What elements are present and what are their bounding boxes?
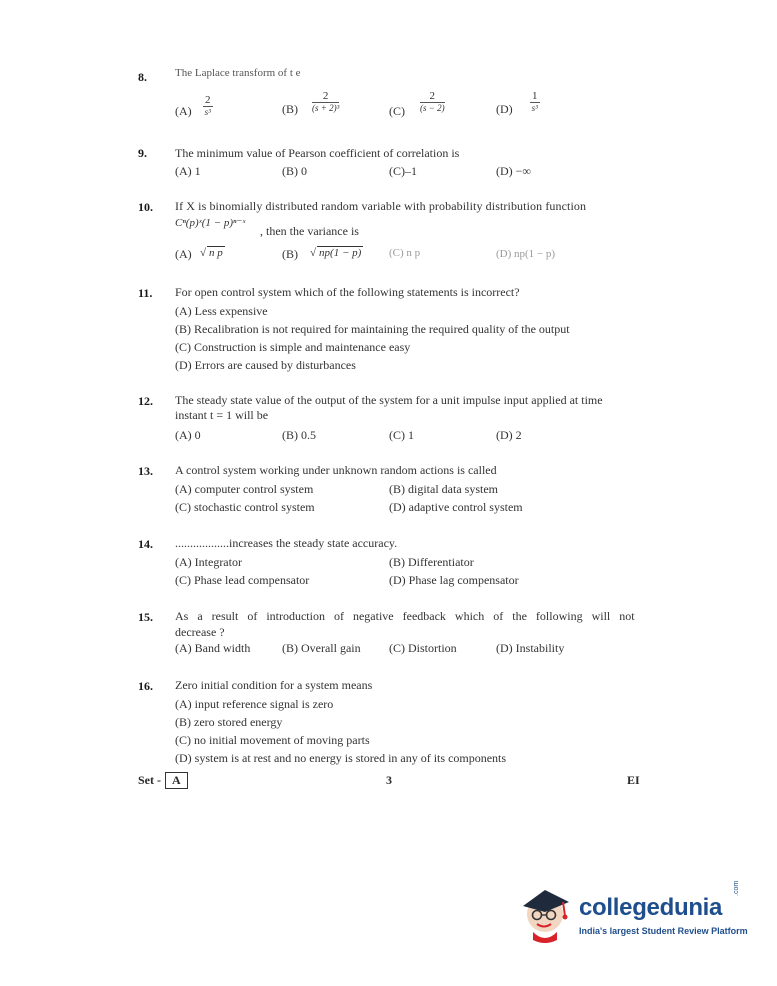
denominator: s³ [204, 107, 211, 117]
question-text: The steady state value of the output of the system for a unit impulse input applied at time [175, 393, 603, 407]
numerator: 1 [532, 90, 538, 102]
option-label: (B) [282, 247, 298, 261]
option-b: (B) 0 [282, 164, 307, 178]
option-d: (D) np(1 − p) [496, 248, 556, 260]
question-number: 15. [138, 610, 153, 624]
option-c: (C)–1 [389, 164, 417, 178]
option-label: (A) [175, 104, 192, 118]
option-c: (C) no initial movement of moving parts [175, 733, 370, 747]
question-text: ..................increases the steady state accuracy. [175, 536, 398, 550]
option-a: (A) 1 [175, 164, 201, 178]
question-number: 10. [138, 200, 153, 214]
option-a: (A) Band width [175, 641, 251, 655]
option-a: (A) 0 [175, 428, 201, 442]
option-d: (D) adaptive control system [389, 500, 523, 514]
option-a: (A) computer control system [175, 482, 314, 496]
question-text-continued: , then the variance is [260, 224, 359, 238]
option-label: (C) [389, 104, 405, 118]
option-c: (C) Distortion [389, 641, 457, 655]
question-text: The minimum value of Pearson coefficient of correlation is [175, 146, 460, 160]
numerator: 2 [312, 90, 339, 103]
question-number: 13. [138, 464, 153, 478]
question-number: 11. [138, 286, 153, 300]
option-d: (D) Instability [496, 641, 565, 655]
option-b-fraction [312, 90, 339, 113]
question-number: 16. [138, 679, 153, 693]
logo-tagline: India's largest Student Review Platform [579, 926, 748, 936]
page-number: 3 [386, 773, 392, 787]
question-number: 9. [138, 146, 147, 160]
option-c: (C) stochastic control system [175, 500, 315, 514]
question-text: For open control system which of the following statements is incorrect? [175, 285, 520, 299]
option-a: (A) Integrator [175, 555, 242, 569]
logo-wordmark [579, 894, 722, 922]
question-number: 12. [138, 394, 153, 408]
question-text: If X is binomially distributed random variable with probability distribution function [175, 199, 587, 213]
question-text: A control system working under unknown random actions is called [175, 463, 497, 477]
question-text-continued: instant t = 1 will be [175, 408, 269, 422]
set-label: Set - [138, 773, 161, 787]
option-label: (B) [282, 102, 298, 116]
radicand: n p [209, 247, 223, 259]
option-label: (D) [496, 102, 513, 116]
option-d: (D) 2 [496, 428, 522, 442]
paper-code: EI [627, 773, 640, 787]
numerator: 2 [420, 90, 445, 103]
collegedunia-logo [515, 880, 748, 950]
option-c: (C) Construction is simple and maintenance easy [175, 340, 411, 354]
denominator: (s − 2) [420, 103, 445, 113]
option-c: (C) n p [389, 247, 421, 259]
radicand: np(1 − p) [319, 247, 362, 259]
option-d-fraction [530, 90, 540, 113]
option-a: (A) Less expensive [175, 304, 268, 318]
option-d: (D) Errors are caused by disturbances [175, 358, 356, 372]
option-b-sqrt: √ np(1 − p) [310, 247, 362, 259]
logo-name: collegedunia [579, 894, 723, 921]
option-c-fraction [420, 90, 445, 113]
question-text: As a result of introduction of negative feedback which of the following will not [175, 609, 635, 623]
option-b: (B) Overall gain [282, 641, 361, 655]
set-indicator [138, 772, 188, 789]
question-number: 14. [138, 537, 153, 551]
option-b: (B) 0.5 [282, 428, 316, 442]
option-d: (D) system is at rest and no energy is stored in any of its components [175, 751, 507, 765]
option-c: (C) 1 [389, 428, 414, 442]
option-a-sqrt: √ n p [200, 247, 223, 259]
option-c: (C) Phase lead compensator [175, 573, 310, 587]
question-text: The Laplace transform of t e [175, 67, 301, 79]
question-text-continued: decrease ? [175, 625, 225, 639]
option-a-fraction [203, 94, 213, 117]
denominator: (s + 2)³ [312, 103, 340, 113]
question-number: 8. [138, 70, 147, 84]
set-value: A [165, 772, 188, 789]
question-text: Zero initial condition for a system means [175, 678, 373, 692]
option-label: (A) [175, 247, 192, 261]
option-d: (D) −∞ [496, 164, 531, 178]
pmf-formula: Cⁿ(p)ˣ(1 − p)ⁿ⁻ˣ [175, 217, 246, 229]
denominator: s³ [531, 103, 538, 113]
option-a: (A) input reference signal is zero [175, 697, 334, 711]
option-b: (B) digital data system [389, 482, 498, 496]
option-b: (B) Differentiator [389, 555, 474, 569]
logo-com: .com [733, 880, 740, 896]
option-b: (B) Recalibration is not required for maintaining the required quality of the output [175, 322, 570, 336]
option-d: (D) Phase lag compensator [389, 573, 519, 587]
numerator: 2 [205, 94, 211, 106]
mascot-icon [515, 880, 577, 946]
option-b: (B) zero stored energy [175, 715, 283, 729]
